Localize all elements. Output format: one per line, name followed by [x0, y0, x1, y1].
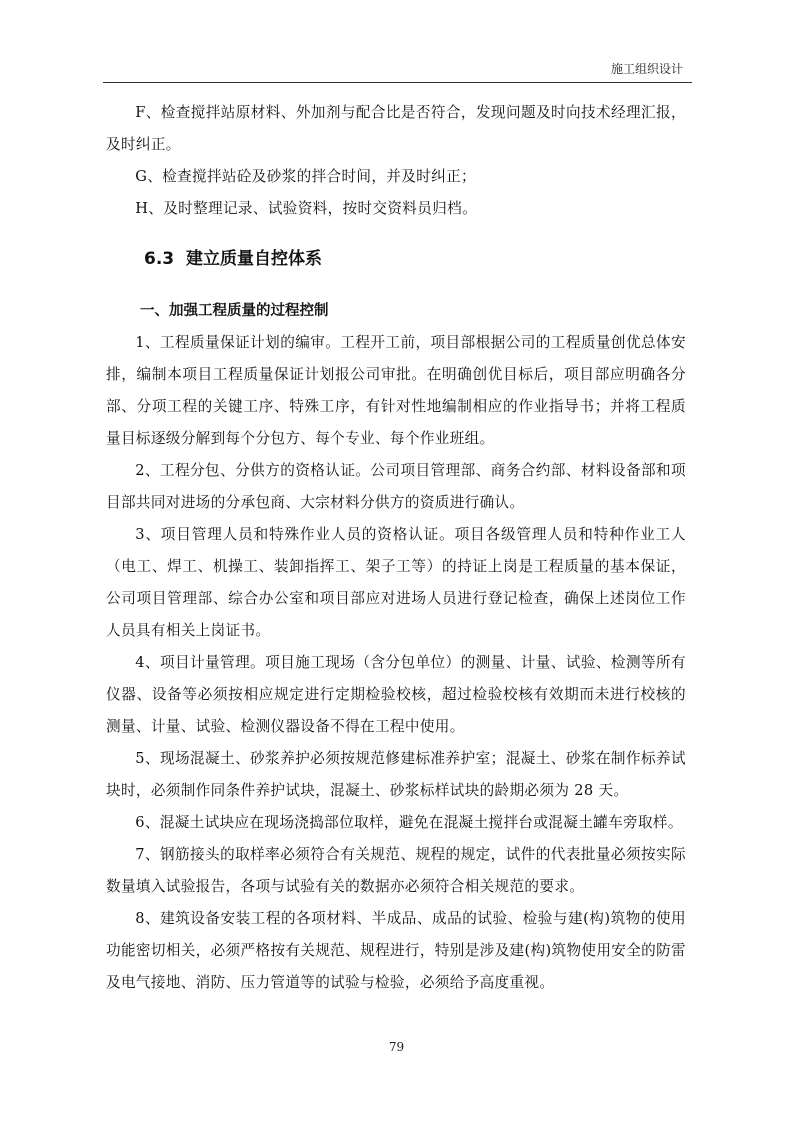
- section-heading: [106, 225, 686, 295]
- paragraph-g: G、检查搅拌站砼及砂浆的拌合时间，并及时纠正；: [135, 168, 476, 185]
- list-item: 5、现场混凝土、砂浆养护必须按规范修建标准养护室；混凝土、砂浆在制作标养试块时，必须制作同条件养护试块，混凝土、砂浆标样试块的龄期必须为 28 天。: [106, 750, 686, 799]
- list-item: 4、项目计量管理。项目施工现场（含分包单位）的测量、计量、试验、检测等所有仪器、设备等必须按相应规定进行定期检验校核，超过检验校核有效期而未进行校核的测量、计量、试验、检测仪器设备不得在工程中使用。: [106, 654, 686, 735]
- paragraph-h: H、及时整理记录、试验资料，按时交资料员归档。: [135, 200, 478, 217]
- list-item: 1、工程质量保证计划的编审。工程开工前，项目部根据公司的工程质量创优总体安排，编制本项目工程质量保证计划报公司审批。在明确创优目标后，项目部应明确各分部、分项工程的关键工序、特殊工序，有针对性地编制相应的作业指导书；并将工程质量目标逐级分解到每个分包方、每个专业、每个作业班组。: [106, 334, 686, 447]
- page-number: 79: [388, 1040, 405, 1054]
- list-item: 7、钢筋接头的取样率必须符合有关规范、规程的规定，试件的代表批量必须按实际数量填入试验报告，各项与试验有关的数据亦必须符合相关规范的要求。: [106, 846, 686, 895]
- paragraph-f: F、检查搅拌站原材料、外加剂与配合比是否符合，发现问题及时向技术经理汇报，及时纠正。: [106, 104, 686, 153]
- list-item: 3、项目管理人员和特殊作业人员的资格认证。项目各级管理人员和特种作业工人（电工、焊工、机操工、装卸指挥工、架子工等）的持证上岗是工程质量的基本保证，公司项目管理部、综合办公室和项目部应对进场人员进行登记检查，确保上述岗位工作人员具有相关上岗证书。: [106, 526, 686, 639]
- header-title: 施工组织设计: [610, 62, 683, 76]
- page-body: [106, 97, 686, 999]
- list-item: 8、建筑设备安装工程的各项材料、半成品、成品的试验、检验与建(构)筑物的使用功能密切相关，必须严格按有关规范、规程进行，特别是涉及建(构)筑物使用安全的防雷及电气接地、消防、压力管道等的试验与检验，必须给予高度重视。: [106, 910, 686, 991]
- header-rule: [103, 82, 692, 83]
- section-number: 6.3: [144, 249, 175, 269]
- list-item: 6、混凝土试块应在现场浇捣部位取样，避免在混凝土搅拌台或混凝土罐车旁取样。: [135, 814, 683, 831]
- list-item: 2、工程分包、分供方的资格认证。公司项目管理部、商务合约部、材料设备部和项目部共同对进场的分承包商、大宗材料分供方的资质进行确认。: [106, 462, 686, 511]
- section-title: 建立质量自控体系: [185, 249, 322, 269]
- subheading: 一、加强工程质量的过程控制: [140, 303, 329, 319]
